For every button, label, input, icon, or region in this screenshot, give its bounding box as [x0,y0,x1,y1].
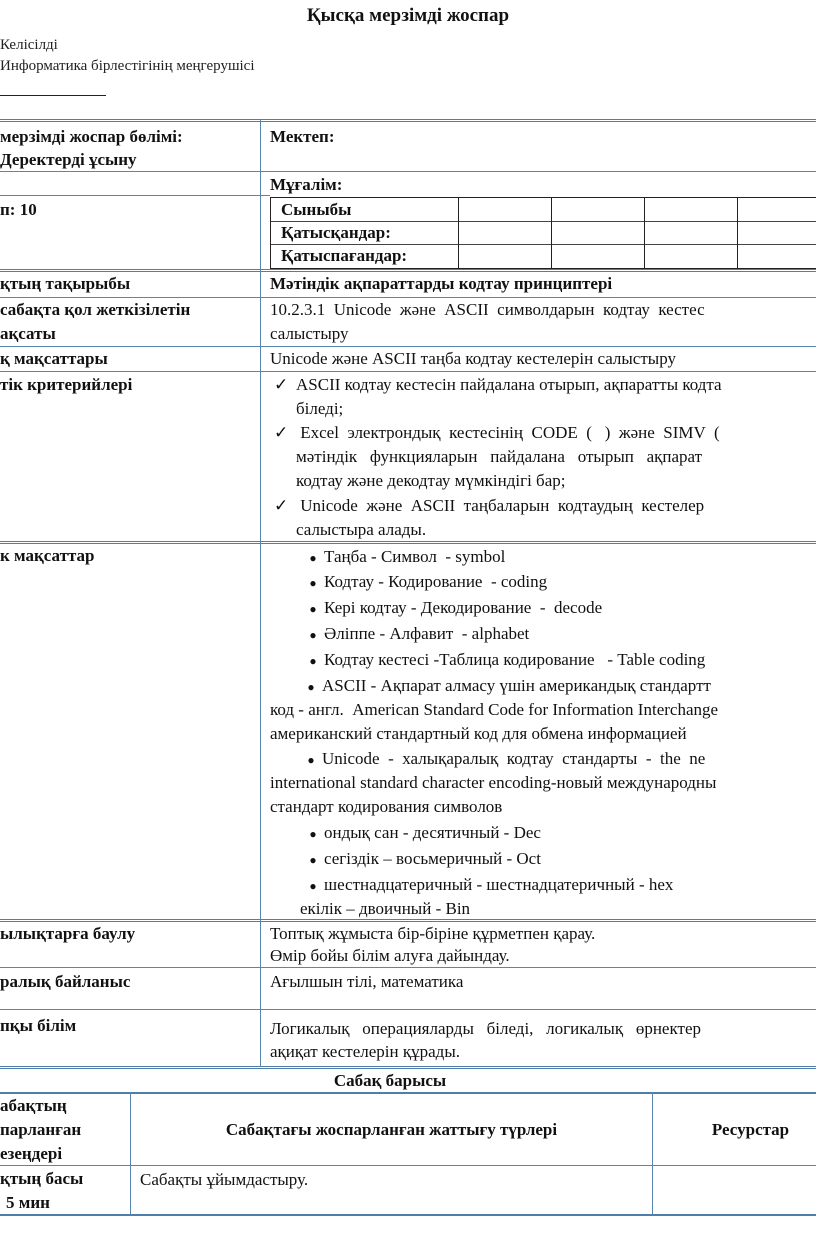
values-line-1: Топтық жұмыста бір-біріне құрметпен қарау. [270,924,596,943]
lesson-table-bottom [0,1214,816,1216]
lesson-col-divider [130,1093,131,1215]
attendance-col-divider [737,198,738,268]
prior-knowledge-line-2: ақиқат кестелерін құрады. [270,1042,460,1061]
learning-objective-label: сабақта қол жеткізілетін [0,300,191,319]
interdisciplinary-label: ралық байланыс [0,972,131,991]
bullet-icon: ● [309,602,317,617]
lesson-flow-title: Сабақ барысы [333,1071,447,1090]
learning-objective-label-2: ақсаты [0,324,56,343]
section-name: Деректерді ұсыну [0,150,137,169]
signature-line [0,95,106,96]
bullet-icon: ● [309,654,317,669]
bullet-icon: ● [309,853,317,868]
bullet-icon: ● [309,827,317,842]
activities-header: Сабақтағы жоспарланған жаттығу түрлері [225,1120,558,1139]
number-system-item: ● шестнадцатеричный - шестнадцатеричный - hex [302,873,673,898]
attendance-col-divider [551,198,552,268]
number-system-item: ● сегіздік – восьмеричный - Oct [302,847,541,872]
present-label: Қатысқандар: [281,223,391,242]
row-divider [0,371,816,372]
approval-label: Келісілді [0,37,58,53]
ascii-definition: ● ASCII - Ақпарат алмасу үшін американдық стандартт [300,674,711,699]
table-border-top [0,119,816,122]
vocab-item: ● Кодтау - Кодирование - coding [302,570,547,595]
values-line-2: Өмір бойы білім алуға дайындау. [270,946,510,965]
ascii-definition-cont: американский стандартный код для обмена информацией [270,724,687,743]
lesson-row-divider [0,1165,816,1166]
lesson-goals-label: қ мақсаттары [0,349,108,368]
section-label: мерзімді жоспар бөлімі: [0,127,183,146]
class-label: Сыныбы [281,200,352,219]
language-goals-label: к мақсаттар [0,546,95,565]
vocab-item: ● Әліппе - Алфавит - alphabet [302,622,529,647]
row-divider [0,195,270,196]
attendance-table [270,197,816,269]
learning-objective-value-2: салыстыру [270,324,349,343]
vocab-item: ● Кері кодтау - Декодирование - decode [302,596,602,621]
criteria-item-cont: мәтіндік функцияларын пайдалана отырып ақпарат [296,447,703,466]
bullet-icon: ● [309,879,317,894]
unicode-definition-cont: стандарт кодирования символов [270,797,503,816]
stages-header-3: езеңдері [0,1144,63,1163]
stage-activity: Сабақты ұйымдастыру. [140,1170,309,1189]
topic-value: Мәтіндік ақпараттарды кодтау принциптері [270,274,613,293]
learning-objective-value: 10.2.3.1 Unicode және ASCII символдарын кодтау кестес [270,300,705,319]
approval-role: Информатика бірлестігінің меңгерушісі [0,58,255,74]
bullet-icon: ● [309,628,317,643]
interdisciplinary-value: Ағылшын тілі, математика [270,972,464,991]
school-label: Мектеп: [270,127,335,146]
attendance-col-divider [644,198,645,268]
prior-knowledge-line-1: Логикалық операцияларды біледі, логикалық өрнектер [270,1019,701,1038]
prior-knowledge-label: пқы білім [0,1016,77,1035]
assessment-criteria-label: тік критерийлері [0,375,133,394]
attendance-col-divider [458,198,459,268]
teacher-label: Мұғалім: [270,175,343,194]
stages-header-2: парланған [0,1120,82,1139]
topic-label: қтың тақырыбы [0,274,131,293]
values-label: ылықтарға баулу [0,924,136,943]
stage-name: қтың басы [0,1169,84,1188]
ascii-definition-cont: код - англ. American Standard Code for Information Interchange [270,700,719,719]
bullet-icon: ● [307,753,315,768]
lesson-goals-value: Unicode және ASCII таңба кодтау кестелерін салыстыру [270,349,676,368]
row-divider [0,1009,816,1010]
criteria-item: ✓ ASCII кодтау кестесін пайдалана отырып, ақпаратты кодта [274,373,722,397]
number-system-item: ● ондық сан - десятичный - Dec [302,821,541,846]
column-divider [260,120,261,1067]
checkmark-icon: ✓ [274,375,289,394]
resources-header: Ресурстар [711,1120,790,1139]
vocab-item: ● Таңба - Символ - symbol [302,545,505,570]
criteria-item-cont: салыстыра алады. [296,520,427,539]
grade-label: п: 10 [0,200,37,219]
unicode-definition: ● Unicode - халықаралық кодтау стандарты - the ne [300,747,705,772]
bullet-icon: ● [307,680,315,695]
bullet-icon: ● [309,576,317,591]
unicode-definition-cont: international standard character encoding-новый международны [270,773,717,792]
criteria-item-cont: кодтау және декодтау мүмкіндігі бар; [296,471,566,490]
document-title: Қысқа мерзімді жоспар [306,5,510,26]
criteria-item: ✓ Unicode және ASCII таңбаларын кодтаудың кестелер [274,494,704,518]
stage-duration: 5 мин [6,1193,50,1212]
checkmark-icon: ✓ [274,496,289,515]
number-system-item: екілік – двоичный - Bin [300,899,471,918]
criteria-item: ✓ Excel электрондық кестесінің CODE ( ) және SIMV ( [274,421,720,445]
lesson-table-top [0,1092,816,1094]
vocab-item: ● Кодтау кестесі -Таблица кодирование - Table coding [302,648,705,673]
stages-header: абақтың [0,1096,67,1115]
bullet-icon: ● [309,551,317,566]
criteria-item-cont: біледі; [296,399,344,418]
lesson-col-divider [652,1093,653,1215]
checkmark-icon: ✓ [274,423,289,442]
absent-label: Қатыспағандар: [281,246,408,265]
